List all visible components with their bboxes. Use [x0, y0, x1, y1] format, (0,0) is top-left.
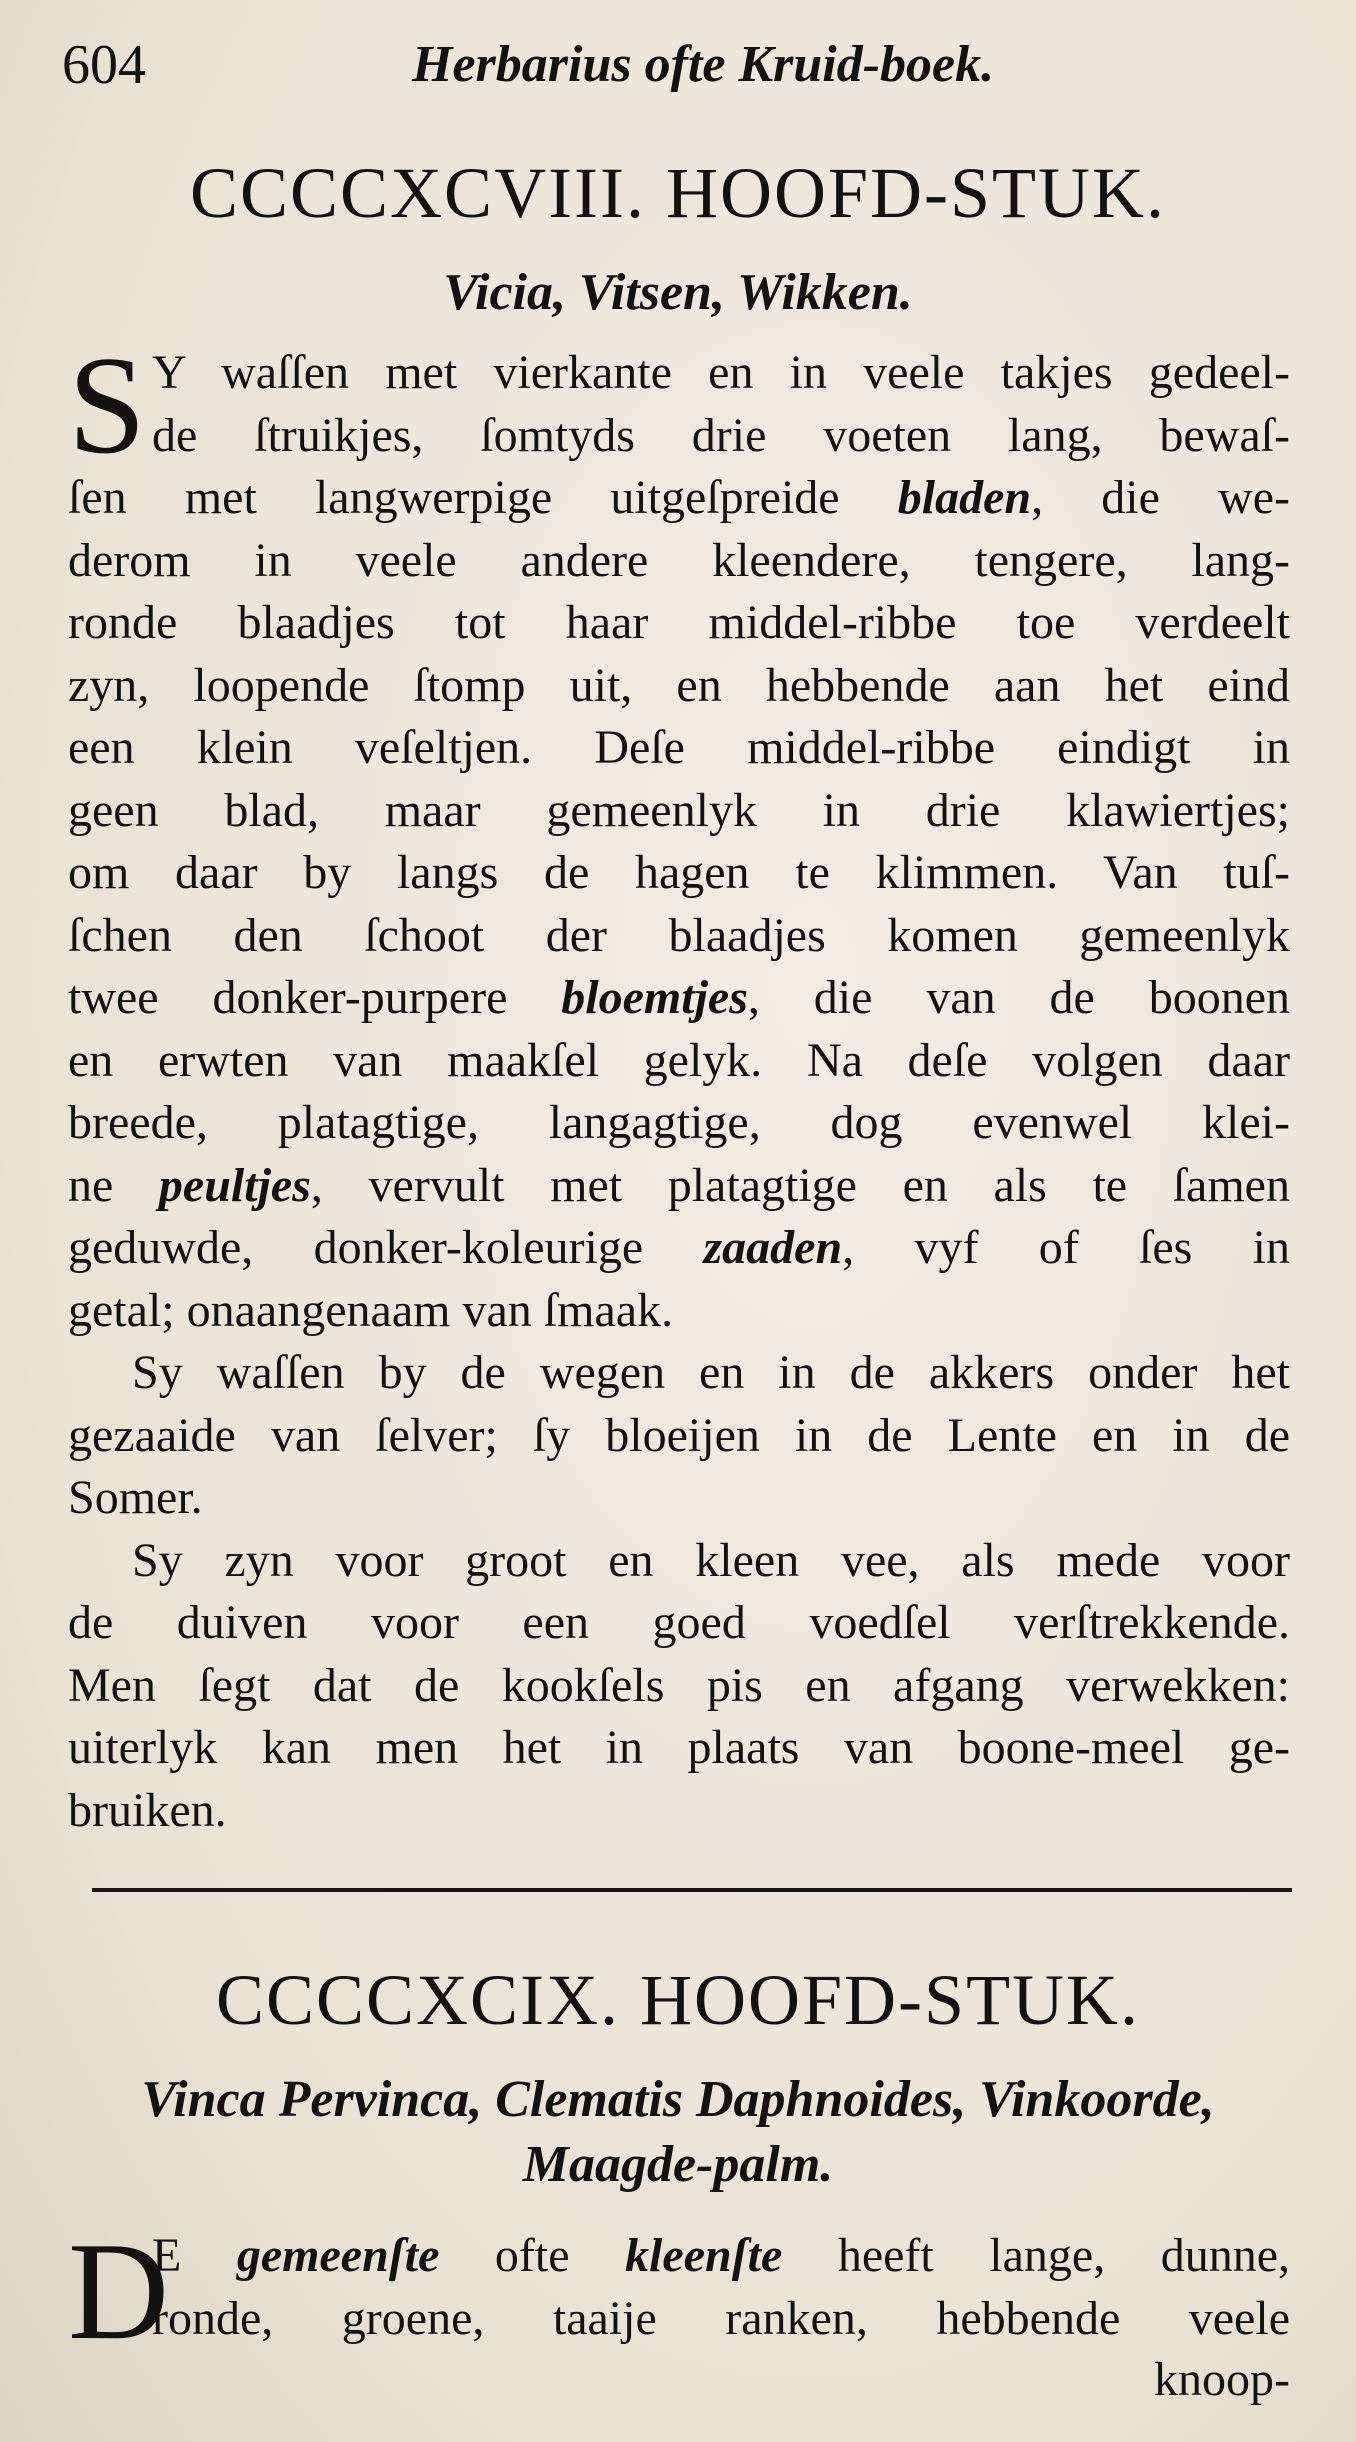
chapter-subtitle: Vicia, Vitsen, Wikken. — [443, 264, 913, 321]
chapter-body — [68, 328, 1291, 1842]
text-run: E — [152, 2229, 237, 2282]
text-run: geduwde, donker-koleurige — [68, 1221, 704, 1274]
text-run: , vyf of ſes in — [842, 1221, 1290, 1274]
emphasis: zaaden — [703, 1221, 843, 1274]
chapter-title: CCCCXCVIII. HOOFD-STUK. — [189, 153, 1167, 233]
text-line: de duiven voor een goed voedſel verſtrekkende. — [68, 1596, 1290, 1649]
catchword: knoop- — [1154, 2353, 1290, 2406]
text-line: en erwten van maakſel gelyk. Na deſe volgen daar — [68, 1033, 1290, 1087]
emphasis: peultjes — [158, 1158, 311, 1212]
text-run: ſen met langwerpige uitgeſpreide — [68, 471, 898, 524]
page-number: 604 — [62, 34, 146, 96]
text-run: ne — [68, 1158, 159, 1212]
text-line: gezaaide van ſelver; ſy bloeijen in de Lente en in de — [68, 1408, 1290, 1462]
page-header — [62, 30, 1292, 100]
text-line: Sy zyn voor groot en kleen vee, als mede voor — [132, 1533, 1290, 1587]
emphasis: bladen — [897, 471, 1032, 524]
text-line — [68, 467, 1290, 530]
drop-cap: D — [68, 2214, 170, 2369]
emphasis: bloemtjes — [561, 971, 748, 1024]
text-line: ſchen den ſchoot der blaadjes komen gemeenlyk — [68, 908, 1290, 962]
chapter-body — [68, 2225, 1290, 2350]
text-run: , vervult met platagtige en als te ſamen — [310, 1158, 1290, 1212]
chapter-subtitle: Maagde-palm. — [522, 2136, 834, 2193]
text-line: breede, platagtige, langagtige, dog evenwel klei- — [68, 1096, 1290, 1149]
text-line: ronde, groene, taaije ranken, hebbende veele — [152, 2291, 1290, 2345]
text-line: Men ſegt dat de kookſels pis en afgang verwekken: — [68, 1658, 1290, 1712]
text-run: twee donker-purpere — [68, 971, 562, 1024]
text-line: om daar by langs de hagen te klimmen. Van tuſ- — [68, 846, 1290, 899]
running-title: Herbarius ofte Kruid-boek. — [412, 36, 995, 93]
text-run: , die we- — [1031, 471, 1291, 524]
text-line: Somer. — [68, 1471, 203, 1524]
text-line: een klein veſeltjen. Deſe middel-ribbe eindigt in — [68, 721, 1290, 774]
drop-cap: S — [68, 328, 146, 483]
text-line — [68, 1155, 1290, 1218]
text-line: ronde blaadjes tot haar middel-ribbe toe verdeelt — [68, 596, 1290, 649]
chapter-subtitle: Vinca Pervinca, Clematis Daphnoides, Vinkoorde, — [141, 2071, 1215, 2128]
section-divider — [92, 1888, 1292, 1892]
text-line: zyn, loopende ſtomp uit, en hebbende aan het eind — [68, 658, 1290, 712]
text-line: uiterlyk kan men het in plaats van boone-meel ge- — [68, 1721, 1290, 1774]
text-line: Y waſſen met vierkante en in veele takjes gedeel- — [152, 346, 1290, 399]
text-line: Sy waſſen by de wegen en in de akkers onder het — [132, 1346, 1290, 1399]
emphasis: gemeenſte — [236, 2229, 440, 2282]
text-run: , die van de boonen — [747, 971, 1290, 1024]
text-run: ofte — [439, 2229, 626, 2282]
text-run: heeft lange, dunne, — [782, 2229, 1291, 2282]
text-line: derom in veele andere kleendere, tengere, lang- — [68, 533, 1290, 587]
text-line: de ſtruikjes, ſomtyds drie voeten lang, bewaſ- — [152, 408, 1290, 462]
text-line: bruiken. — [68, 1783, 227, 1837]
chapter-title: CCCCXCIX. HOOFD-STUK. — [215, 1960, 1141, 2040]
text-line — [68, 967, 1290, 1030]
text-line: geen blad, maar gemeenlyk in drie klawiertjes; — [68, 783, 1290, 837]
text-line — [68, 1217, 1290, 1280]
emphasis: kleenſte — [625, 2229, 783, 2282]
text-line — [68, 2225, 1290, 2288]
text-line: getal; onaangenaam van ſmaak. — [68, 1283, 674, 1337]
